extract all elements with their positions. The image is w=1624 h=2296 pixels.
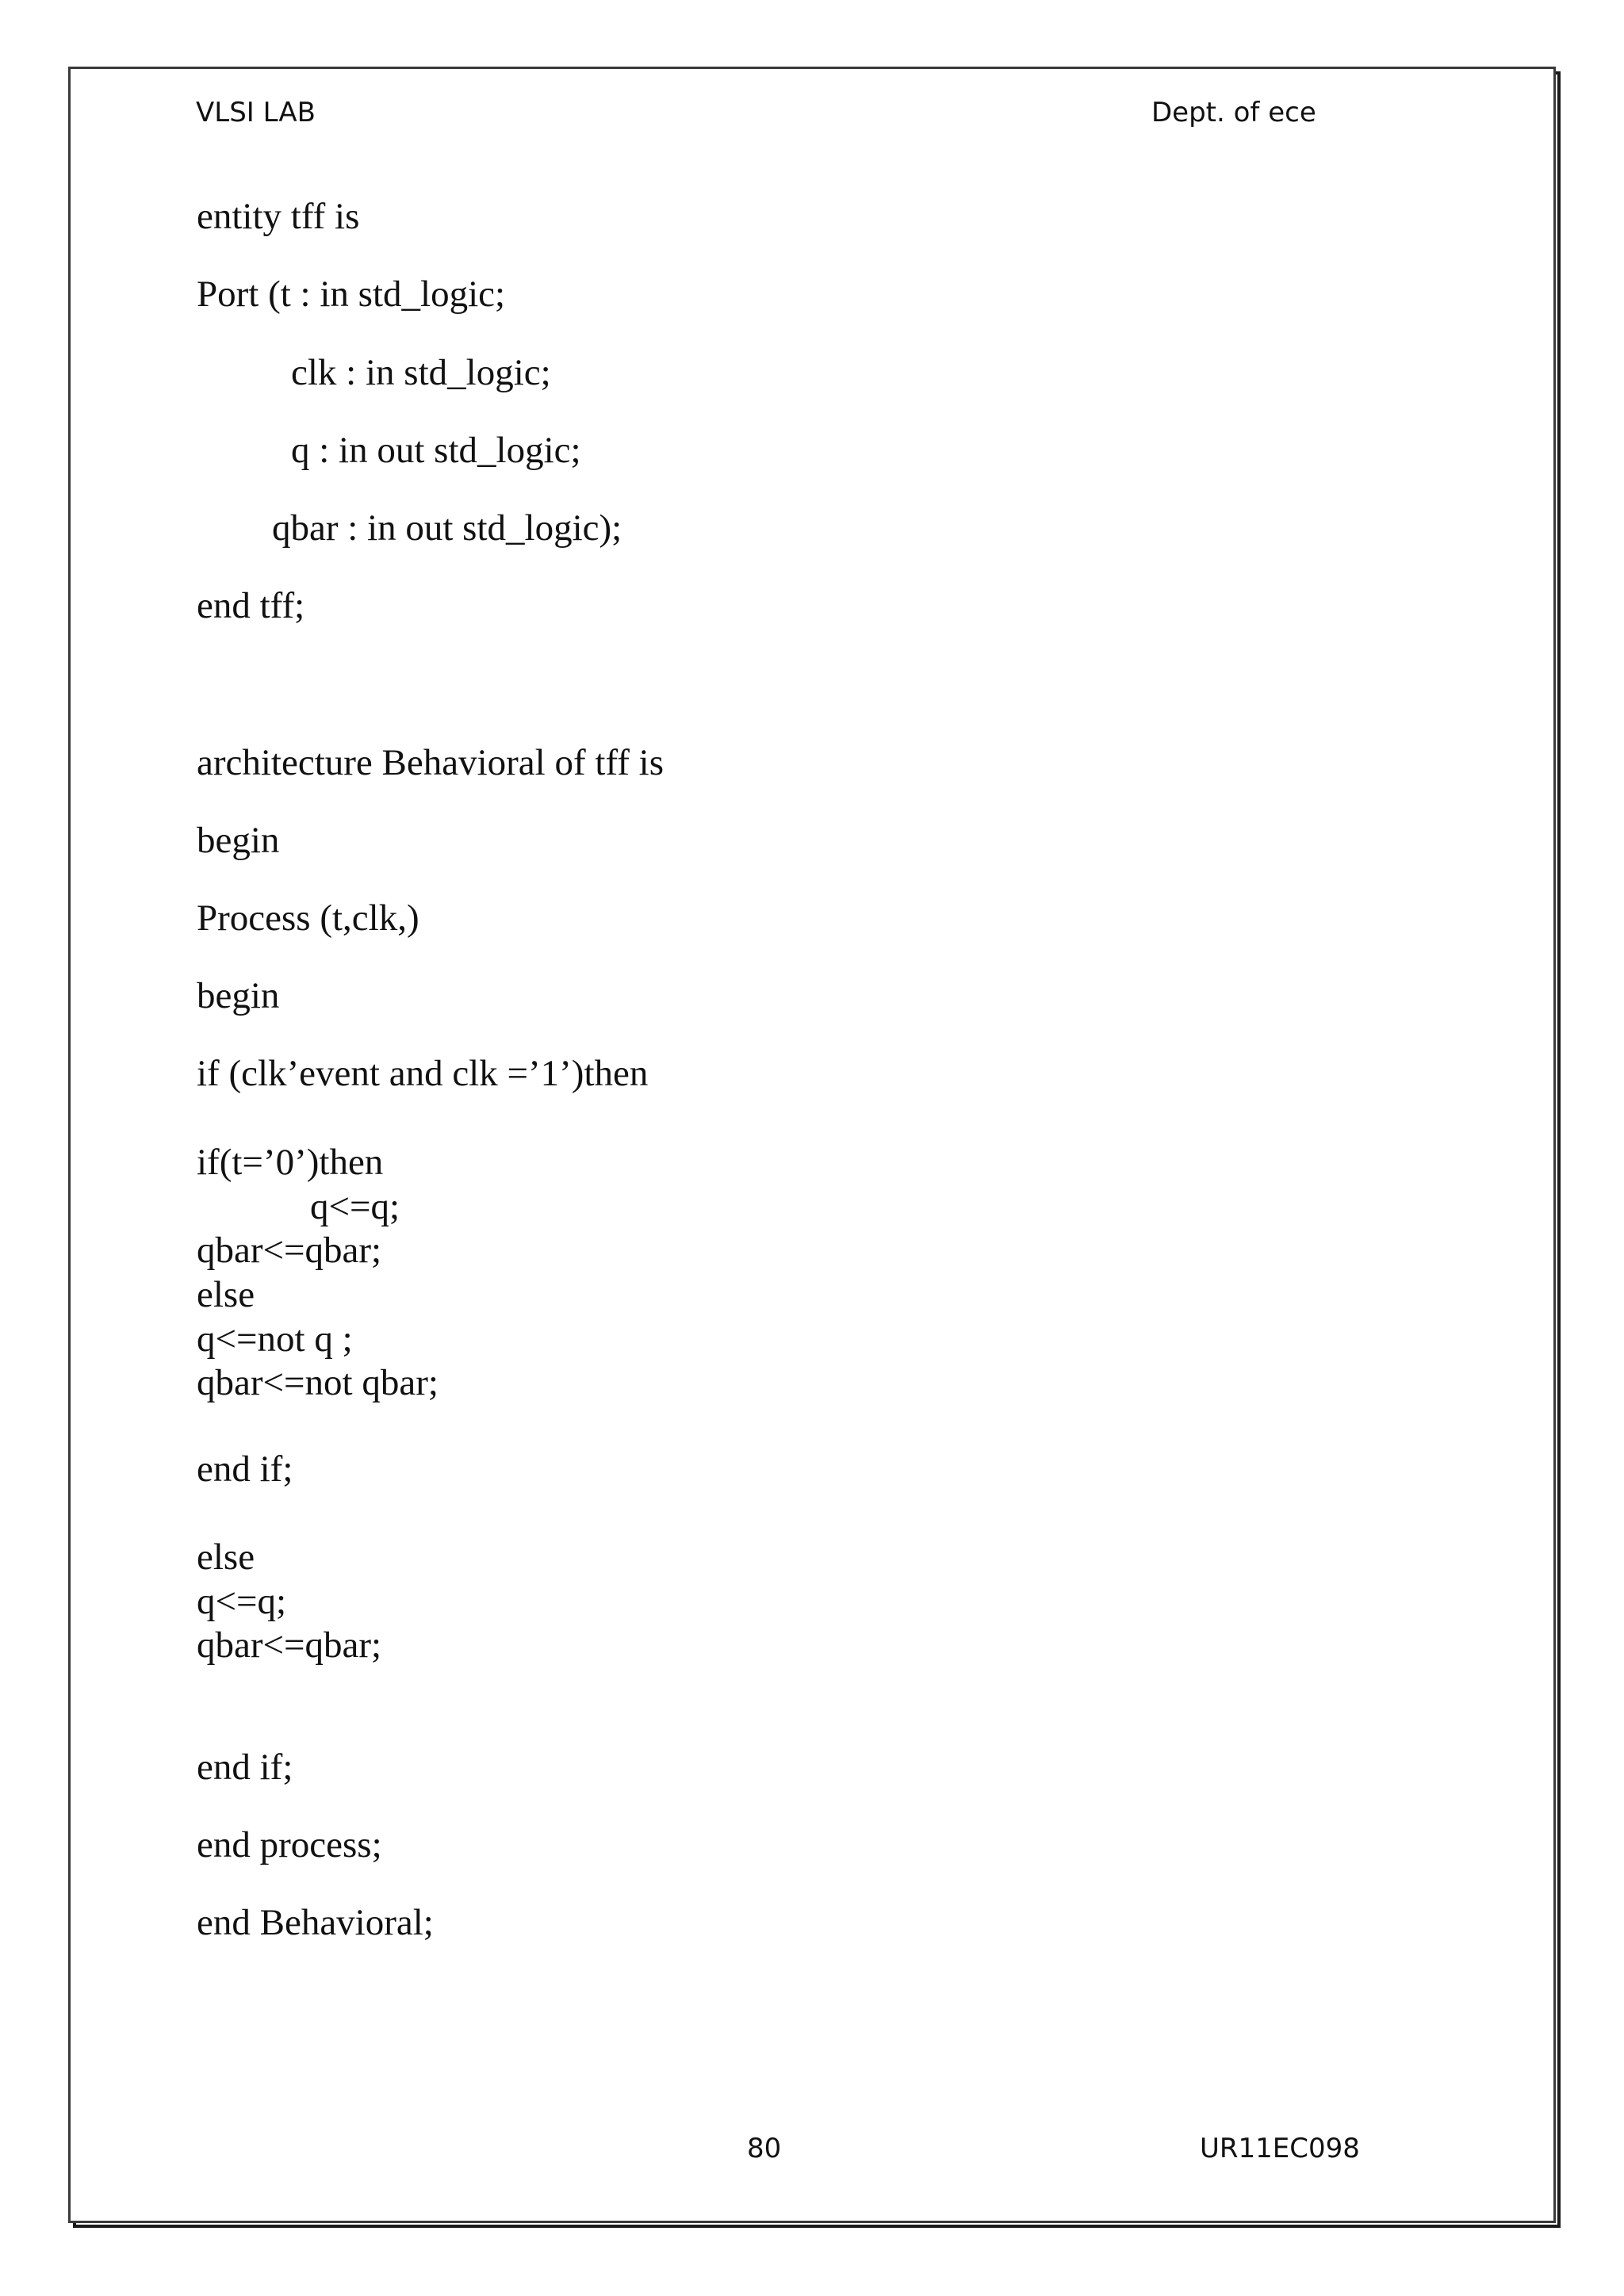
page-number: 80 — [747, 2133, 782, 2164]
code-line: clk : in std_logic; — [291, 352, 551, 393]
code-line: if(t=’0’)then — [197, 1142, 384, 1183]
code-line: architecture Behavioral of tff is — [197, 742, 664, 783]
code-line: end tff; — [197, 585, 305, 626]
code-line: if (clk’event and clk =’1’)then — [197, 1053, 649, 1094]
code-line: Port (t : in std_logic; — [197, 274, 506, 315]
code-line: end if; — [197, 1448, 293, 1490]
header-lab-name: VLSI LAB — [196, 97, 316, 128]
code-line: begin — [197, 820, 280, 861]
code-line: else — [197, 1536, 255, 1578]
code-line: end process; — [197, 1824, 382, 1866]
code-line: qbar<=qbar; — [197, 1230, 382, 1271]
code-line: entity tff is — [197, 196, 360, 237]
roll-number: UR11EC098 — [1200, 2133, 1360, 2164]
code-line: qbar<=not qbar; — [197, 1362, 439, 1403]
code-line: end Behavioral; — [197, 1902, 434, 1943]
code-line: end if; — [197, 1747, 293, 1788]
code-line: begin — [197, 975, 280, 1016]
code-line: else — [197, 1274, 255, 1315]
code-line: q<=q; — [310, 1186, 400, 1227]
code-line: qbar<=qbar; — [197, 1624, 382, 1666]
code-line: q<=not q ; — [197, 1318, 353, 1360]
header-department: Dept. of ece — [1151, 97, 1316, 128]
code-line: q<=q; — [197, 1581, 287, 1622]
code-line: qbar : in out std_logic); — [272, 507, 622, 549]
code-line: Process (t,clk,) — [197, 897, 419, 939]
code-line: q : in out std_logic; — [291, 430, 581, 471]
